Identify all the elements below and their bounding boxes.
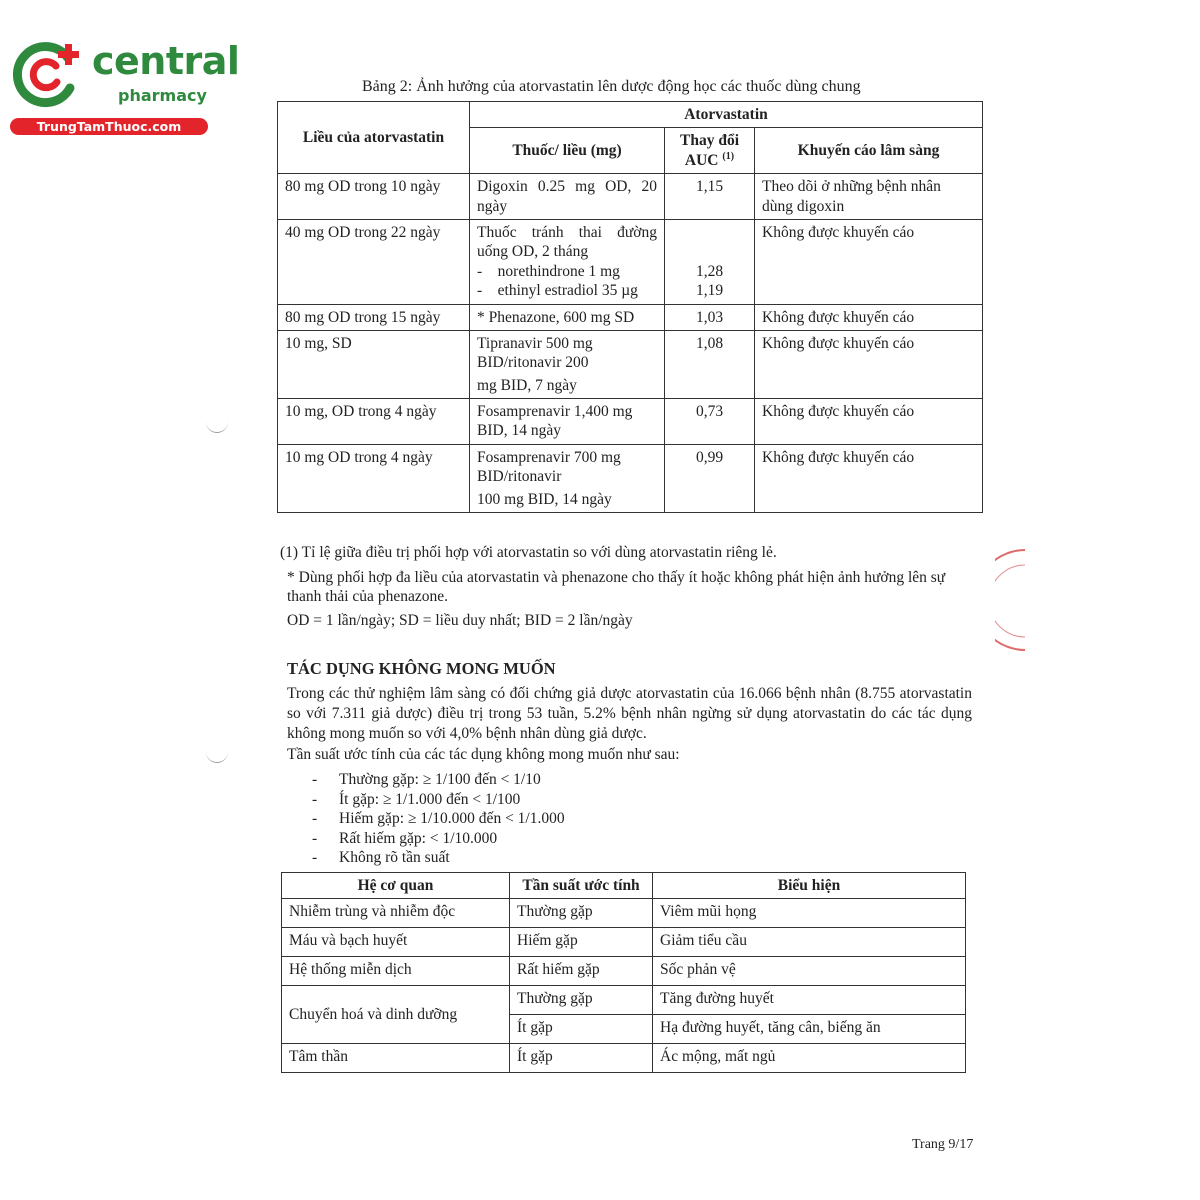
effect-cell: Giảm tiểu cầu [653,928,966,957]
header-auc-note: (1) [722,150,735,162]
table1-caption: Bảng 2: Ảnh hưởng của atorvastatin lên dược động học các thuốc dùng chung [362,78,861,95]
table-row [282,1044,966,1073]
page-number: Trang 9/17 [912,1137,974,1152]
section-title: TÁC DỤNG KHÔNG MONG MUỐN [287,659,556,678]
advice-cell: Không được khuyến cáo [755,304,983,330]
table-row [278,220,983,305]
list-item: - Rất hiếm gặp: < 1/10.000 [312,829,565,849]
table-row [278,174,983,220]
advice-cell: Không được khuyến cáo [755,399,983,445]
system-cell: Tâm thần [282,1044,510,1073]
table-row [282,957,966,986]
logo-url[interactable]: TrungTamThuoc.com [10,118,208,135]
header-system: Hệ cơ quan [282,873,510,899]
frequency-list [312,770,565,868]
header-atorvastatin: Atorvastatin [470,102,983,128]
dose-cell: 40 mg OD trong 22 ngày [278,220,470,305]
drug-main: Thuốc tránh thai đường uống OD, 2 tháng [477,224,657,261]
effect-cell: Tăng đường huyết [653,986,966,1015]
frequency-cell: Ít gặp [510,1015,653,1044]
stamp-icon [995,545,1055,655]
list-item: - Thường gặp: ≥ 1/100 đến < 1/10 [312,770,565,790]
table-row [278,444,983,512]
table-row [282,928,966,957]
auc-cell: 1,08 [665,330,755,398]
drug-cell: Tipranavir 500 mg BID/ritonavir 200 mg BID, 7 ngày [470,330,665,398]
effect-cell: Sốc phản vệ [653,957,966,986]
header-effect: Biểu hiện [653,873,966,899]
header-frequency: Tần suất ước tính [510,873,653,899]
footnote-auc: (1) Tỉ lệ giữa điều trị phối hợp với atorvastatin so với dùng atorvastatin riêng lẻ. [280,544,777,561]
logo-subtitle: pharmacy [118,86,207,105]
list-item: - Hiếm gặp: ≥ 1/10.000 đến < 1/1.000 [312,809,565,829]
dose-cell: 80 mg OD trong 10 ngày [278,174,470,220]
dose-cell: 10 mg OD trong 4 ngày [278,444,470,512]
frequency-cell: Thường gặp [510,899,653,928]
system-cell: Chuyển hoá và dinh dưỡng [282,986,510,1044]
footnote-phenazone: * Dùng phối hợp đa liều của atorvastatin và phenazone cho thấy ít hoặc không phát hiện ảnh hưởng lên sự thanh thải của phenazone. [287,569,946,606]
header-dose: Liều của atorvastatin [278,102,470,174]
central-pharmacy-logo-icon [10,38,82,110]
effect-cell: Viêm mũi họng [653,899,966,928]
scan-mark [206,750,228,763]
advice-cell: Không được khuyến cáo [755,220,983,305]
table-row [278,304,983,330]
list-item: - Không rõ tần suất [312,848,565,868]
table-row [282,899,966,928]
frequency-cell: Ít gặp [510,1044,653,1073]
auc-cell: 1,15 [665,174,755,220]
header-auc-label: Thay đổi AUC [679,132,739,169]
system-cell: Nhiễm trùng và nhiễm độc [282,899,510,928]
drug-cell [470,220,665,305]
advice-cell: Theo dõi ở những bệnh nhân dùng digoxin [755,174,983,220]
drug-cell: Fosamprenavir 700 mg BID/ritonavir 100 mg BID, 14 ngày [470,444,665,512]
frequency-cell: Rất hiếm gặp [510,957,653,986]
auc-cell: 1,28 1,19 [665,220,755,305]
advice-cell: Không được khuyến cáo [755,330,983,398]
list-item: - Ít gặp: ≥ 1/1.000 đến < 1/100 [312,790,565,810]
header-advice: Khuyến cáo lâm sàng [755,128,983,174]
frequency-intro: Tần suất ước tính của các tác dụng không mong muốn như sau: [287,746,680,763]
interaction-table [277,101,983,513]
drug-cell: * Phenazone, 600 mg SD [470,304,665,330]
auc-cell: 1,03 [665,304,755,330]
logo-name: central [92,39,240,83]
effect-cell: Hạ đường huyết, tăng cân, biếng ăn [653,1015,966,1044]
brand-logo [10,38,240,138]
adverse-paragraph: Trong các thử nghiệm lâm sàng có đối chứng giả dược atorvastatin của 16.066 bệnh nhân (8.755 atorvastatin so với 7.311 giả dược) điều trị trong 53 tuần, 5.2% bệnh nhân ngừng sử dụng atorvastatin do các tác dụng không mong muốn so với 4,0% bệnh nhân dùng giả dược. [287,685,972,743]
frequency-cell: Thường gặp [510,986,653,1015]
dose-cell: 80 mg OD trong 15 ngày [278,304,470,330]
drug-sub-item: - norethindrone 1 mg [477,262,620,280]
table-row [282,986,966,1015]
drug-sub-item: - ethinyl estradiol 35 µg [477,282,638,300]
drug-cell: Fosamprenavir 1,400 mg BID, 14 ngày [470,399,665,445]
system-cell: Máu và bạch huyết [282,928,510,957]
header-auc [665,128,755,174]
effect-cell: Ác mộng, mất ngủ [653,1044,966,1073]
scan-mark [206,420,228,433]
table-row [278,399,983,445]
auc-cell: 0,73 [665,399,755,445]
footnote-abbrev: OD = 1 lần/ngày; SD = liều duy nhất; BID = 2 lần/ngày [287,612,633,629]
drug-cell: Digoxin 0.25 mg OD, 20 ngày [470,174,665,220]
auc-cell: 0,99 [665,444,755,512]
dose-cell: 10 mg, SD [278,330,470,398]
dose-cell: 10 mg, OD trong 4 ngày [278,399,470,445]
advice-cell: Không được khuyến cáo [755,444,983,512]
adverse-effects-table [281,872,966,1073]
header-drug: Thuốc/ liều (mg) [470,128,665,174]
system-cell: Hệ thống miễn dịch [282,957,510,986]
table-row [278,330,983,398]
frequency-cell: Hiếm gặp [510,928,653,957]
